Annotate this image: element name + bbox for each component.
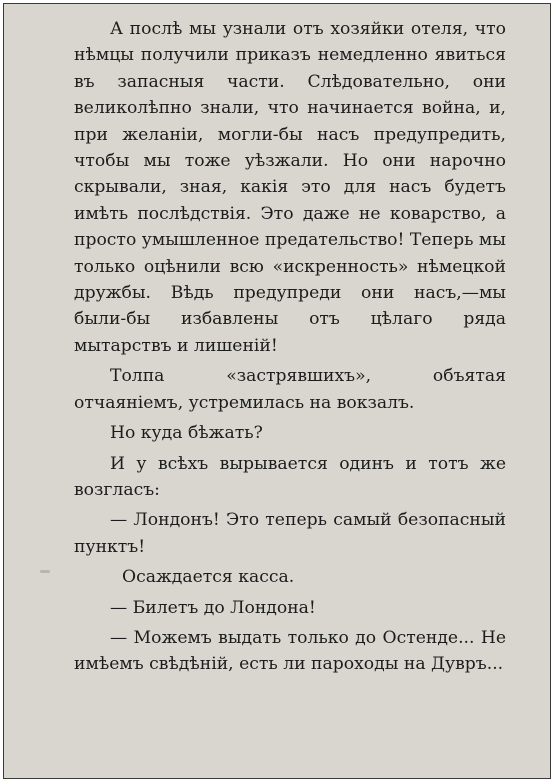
paragraph-5: — Лондонъ! Это теперь самый безопасный пунктъ! bbox=[74, 510, 506, 557]
paragraph-4: И у всѣхъ вырывается одинъ и тотъ же возгласъ: bbox=[74, 453, 506, 500]
paragraph-2: Толпа «застрявшихъ», объятая отчаяніемъ, устремилась на вокзалъ. bbox=[74, 366, 506, 413]
paragraph-3: Но куда бѣжать? bbox=[110, 423, 263, 444]
paper-speck bbox=[40, 570, 50, 573]
paragraph-6: Осаждается касса. bbox=[122, 567, 295, 588]
book-page bbox=[3, 3, 551, 779]
paragraph-8: — Можемъ выдать только до Остенде... Не имѣемъ свѣдѣній, есть ли пароходы на Дувръ... bbox=[74, 627, 506, 675]
page-text bbox=[74, 16, 506, 678]
paragraph-7: — Билетъ до Лондона! bbox=[110, 597, 316, 618]
paragraph-1: А послѣ мы узнали отъ хозяйки отеля, что нѣмцы получили приказъ немедленно явиться въ запасныя части. Слѣдовательно, они великолѣпно знали, что начинается война, и, при желаніи, могли-бы насъ предупредить, чтобы мы тоже уѣзжали. Но они нарочно скрывали, зная, какія это для насъ будетъ имѣть послѣдствія. Это даже не коварство, а просто умышленное предательство! Теперь мы только оцѣнили всю «искренность» нѣмецкой дружбы. Вѣдь предупреди они насъ,—мы были-бы избавлены отъ цѣлаго ряда мытарствъ и лишеній! bbox=[74, 19, 506, 356]
